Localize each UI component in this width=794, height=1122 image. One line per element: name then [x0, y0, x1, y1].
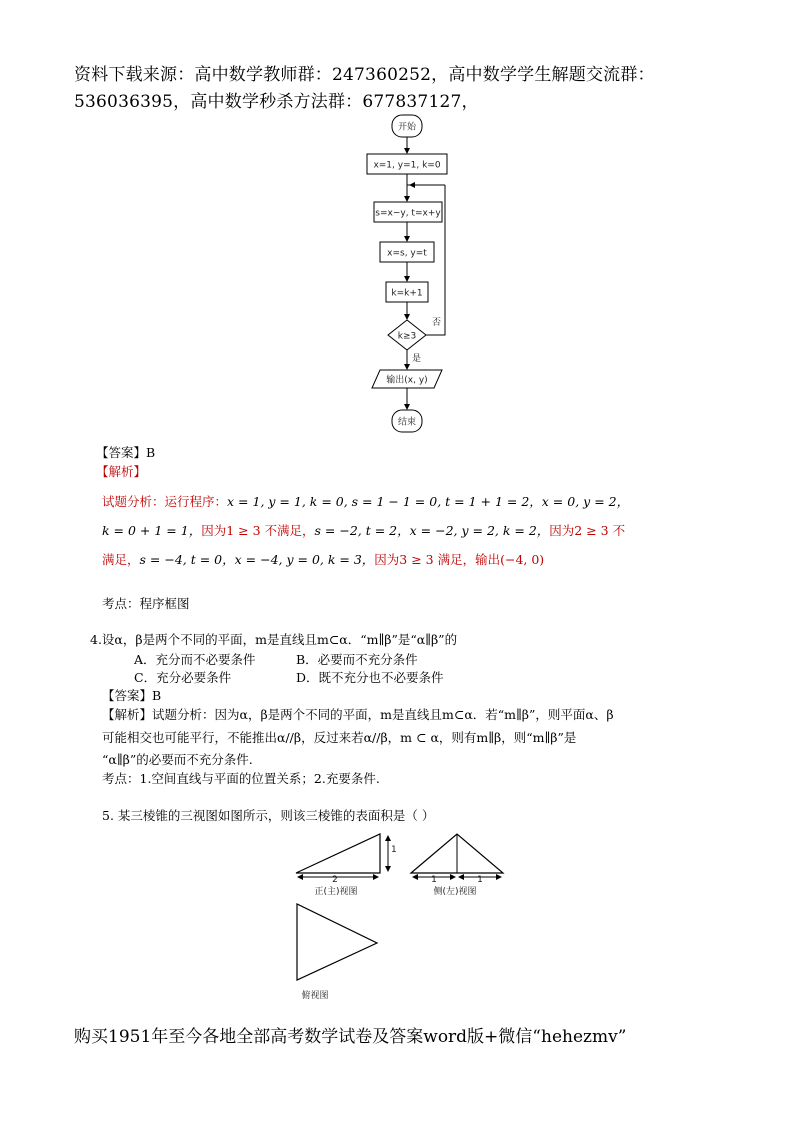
front-height-label: 1: [391, 845, 397, 855]
flowchart: [350, 110, 470, 440]
q3-line2-b: 因为1 ≥ 3 不满足，: [201, 523, 315, 538]
q3-analysis-line-2: [102, 521, 625, 539]
q4-option-b: B．必要而不充分条件: [296, 652, 418, 667]
q3-answer: 【答案】B: [96, 445, 156, 460]
flowchart-start-text: 开始: [397, 122, 417, 133]
q3-analysis-line-3: [102, 550, 544, 568]
q3-kaodian: 考点：程序框图: [102, 596, 190, 611]
header-line-2: 536036395，高中数学秒杀方法群：677837127，: [74, 92, 479, 112]
front-view: [296, 834, 380, 873]
q3-analysis-label: 【解析】: [96, 464, 147, 479]
flowchart-no-label: 否: [432, 318, 442, 328]
three-view-figure: [285, 828, 515, 1003]
q4-stem: 4.设α，β是两个不同的平面，m是直线且m⊂α．“m∥β”是“α∥β”的: [90, 632, 458, 647]
top-view-label: 俯视图: [301, 991, 329, 1001]
q3-line2-d: 因为2 ≥ 3 不: [549, 523, 626, 538]
q3-line1-math: x = 1, y = 1, k = 0, s = 1 − 1 = 0, t = 1 + 1 = 2，x = 0, y = 2，: [227, 494, 630, 509]
q3-line3-a: 满足，: [102, 552, 140, 567]
flowchart-assign-text: x=s, y=t: [387, 248, 427, 259]
flowchart-compute-text: s=x−y, t=x+y: [375, 208, 441, 219]
footer-text: 购买1951年至今各地全部高考数学试卷及答案word版+微信“hehezmv”: [74, 1027, 627, 1047]
front-view-label: 正(主)视图: [314, 887, 358, 897]
front-width-label: 2: [332, 875, 338, 885]
q3-line3-b: s = −4, t = 0，x = −4, y = 0, k = 3，: [139, 552, 375, 567]
q4-option-c: C．充分必要条件: [134, 670, 232, 685]
q4-analysis-line-1: 【解析】试题分析：因为α，β是两个不同的平面，m是直线且m⊂α．若“m∥β”，则平面α、β: [102, 707, 614, 722]
flowchart-condition-text: k≥3: [397, 331, 417, 342]
q4-analysis-line-3: “α∥β”的必要而不充分条件.: [102, 752, 253, 767]
q3-line2-a: k = 0 + 1 = 1，: [102, 523, 202, 538]
side-left-label: 1: [431, 875, 437, 885]
flowchart-end-text: 结束: [397, 417, 417, 428]
q5-stem: 5. 某三棱锥的三视图如图所示，则该三棱锥的表面积是（ ）: [102, 808, 435, 823]
q4-analysis-line-2: 可能相交也可能平行，不能推出α//β，反过来若α//β，m ⊂ α，则有m∥β，则“m∥β”是: [102, 730, 577, 745]
top-view: [297, 904, 377, 980]
side-view-label: 侧(左)视图: [433, 887, 477, 897]
q3-line1-prefix: 试题分析：运行程序：: [102, 494, 228, 509]
q3-analysis-line-1: [102, 492, 629, 510]
q4-option-d: D．既不充分也不必要条件: [296, 670, 444, 685]
side-right-label: 1: [477, 875, 483, 885]
flowchart-init-text: x=1, y=1, k=0: [373, 160, 441, 171]
q3-line3-c: 因为3 ≥ 3 满足，输出(−4, 0): [374, 552, 545, 567]
flowchart-increment-text: k=k+1: [391, 288, 423, 299]
header-line-1: 资料下载来源：高中数学教师群：247360252，高中数学学生解题交流群：: [74, 65, 655, 85]
flowchart-output-text: 输出(x, y): [386, 375, 428, 386]
q3-line2-c: s = −2, t = 2，x = −2, y = 2, k = 2，: [314, 523, 550, 538]
q4-kaodian: 考点：1.空间直线与平面的位置关系；2.充要条件.: [102, 771, 380, 786]
flowchart-yes-label: 是: [412, 354, 422, 364]
q4-answer: 【答案】B: [102, 688, 162, 703]
q4-option-a: A．充分而不必要条件: [134, 652, 256, 667]
